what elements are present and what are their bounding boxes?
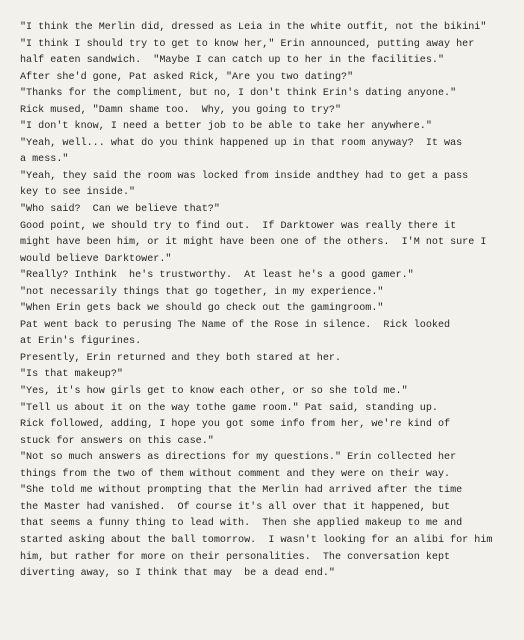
text-line: Good point, we should try to find out. If Darktower was really there it: [20, 220, 457, 232]
text-line: "Who said? Can we believe that?": [20, 204, 220, 216]
text-line: might have been him, or it might have been one of the others. I'M not sure I: [20, 237, 487, 249]
text-line: half eaten sandwich. "Maybe I can catch up to her in the facilities.": [20, 55, 445, 67]
text-line: started asking about the ball tomorrow. I wasn't looking for an alibi for him: [20, 534, 493, 546]
text-line: things from the two of them without comment and they were on their way.: [20, 468, 451, 480]
text-line: stuck for answers on this case.": [20, 435, 214, 447]
text-line: "I think the Merlin did, dressed as Leia in the white outfit, not the bikini": [20, 22, 487, 33]
text-line: "Is that makeup?": [20, 369, 123, 381]
text-line: "Not so much answers as directions for my questions." Erin collected her: [20, 452, 457, 464]
text-line: "not necessarily things that go together, in my experience.": [20, 286, 384, 298]
text-line: "Thanks for the compliment, but no, I don't think Erin's dating anyone.": [20, 88, 457, 100]
text-line: him, but rather for more on their personalities. The conversation kept: [20, 551, 451, 563]
text-line: Rick mused, "Damn shame too. Why, you going to try?": [20, 104, 342, 116]
text-line: diverting away, so I think that may be a dead end.": [20, 568, 335, 580]
text-line: "Tell us about it on the way tothe game room." Pat said, standing up.: [20, 402, 438, 414]
typewritten-text: [20, 20, 520, 583]
text-line: would believe Darktower.": [20, 253, 172, 265]
text-line: "Really? Inthink he's trustworthy. At least he's a good gamer.": [20, 270, 414, 282]
text-line: "She told me without prompting that the Merlin had arrived after the time: [20, 485, 463, 497]
text-line: at Erin's figurines.: [20, 336, 142, 348]
text-line: "Yeah, well... what do you think happened up in that room anyway? It was: [20, 137, 463, 149]
text-line: "Yes, it's how girls get to know each other, or so she told me.": [20, 386, 408, 398]
text-line: "I think I should try to get to know her," Erin announced, putting away her: [20, 38, 475, 50]
text-line: that seems a funny thing to lead with. Then she applied makeup to me and: [20, 518, 463, 530]
text-line: "I don't know, I need a better job to be able to take her anywhere.": [20, 121, 432, 133]
text-line: Pat went back to perusing The Name of the Rose in silence. Rick looked: [20, 319, 451, 331]
text-line: "When Erin gets back we should go check out the gamingroom.": [20, 303, 384, 315]
text-line: a mess.": [20, 154, 69, 166]
text-line: Rick followed, adding, I hope you got some info from her, we're kind of: [20, 419, 451, 431]
text-line: After she'd gone, Pat asked Rick, "Are you two dating?": [20, 71, 354, 83]
text-line: key to see inside.": [20, 187, 136, 199]
text-line: "Yeah, they said the room was locked from inside andthey had to get a pass: [20, 170, 469, 182]
text-line: Presently, Erin returned and they both stared at her.: [20, 352, 342, 364]
text-line: the Master had vanished. Of course it's all over that it happened, but: [20, 501, 451, 513]
